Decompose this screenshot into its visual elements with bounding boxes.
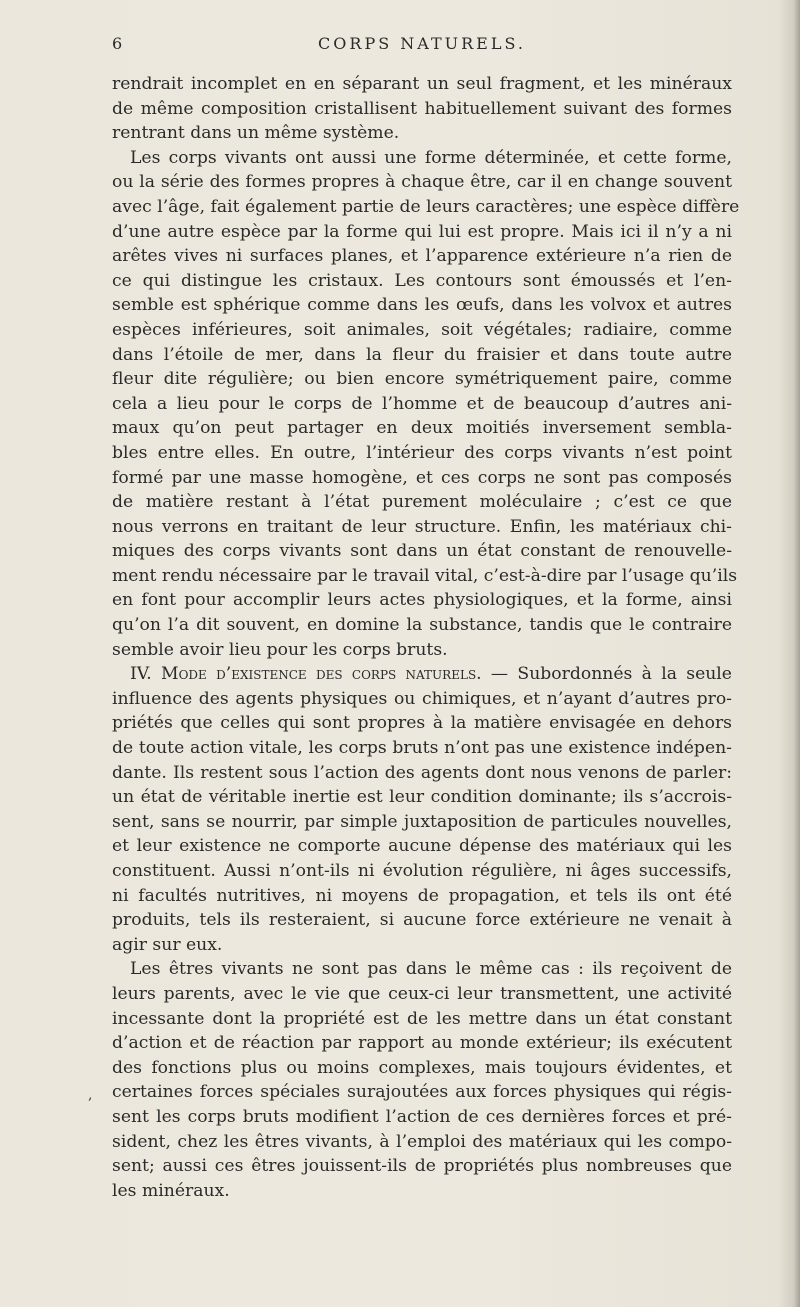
- running-title: CORPS NATURELS.: [318, 34, 526, 53]
- text-line: priétés que celles qui sont propres à la matière envisagée en dehors: [112, 713, 732, 734]
- text-line: et leur existence ne comporte aucune dépense des matériaux qui les: [112, 836, 732, 857]
- text-line: sent les corps bruts modifient l’action de ces dernières forces et pré-: [112, 1106, 732, 1127]
- text-line: formé par une masse homogène, et ces corps ne sont pas composés: [112, 467, 732, 488]
- text-line: d’action et de réaction par rapport au monde extérieur; ils exécutent: [112, 1033, 732, 1054]
- text-line: semble avoir lieu pour les corps bruts.: [112, 639, 448, 660]
- text-line: produits, tels ils resteraient, si aucune force extérieure ne venait à: [112, 910, 732, 931]
- text-line: dans l’étoile de mer, dans la fleur du fraisier et dans toute autre: [112, 344, 732, 365]
- text-line: leurs parents, avec le vie que ceux-ci leur transmettent, une activité: [112, 983, 732, 1004]
- text-line: des fonctions plus ou moins complexes, mais toujours évidentes, et: [112, 1057, 732, 1078]
- text-line: un état de véritable inertie est leur condition dominante; ils s’accrois-: [112, 787, 732, 808]
- section-heading-rest: — Subordonnés à la seule: [481, 664, 732, 685]
- page-edge-shadow: [778, 0, 800, 1307]
- text-line: ni facultés nutritives, ni moyens de propagation, et tels ils ont été: [112, 885, 732, 906]
- text-line: cela a lieu pour le corps de l’homme et de beaucoup d’autres ani-: [112, 393, 732, 414]
- text-line: avec l’âge, fait également partie de leurs caractères; une espèce diffère: [112, 196, 740, 217]
- text-line: sent, sans se nourrir, par simple juxtaposition de particules nouvelles,: [112, 811, 732, 832]
- text-line: sent; aussi ces êtres jouissent-ils de propriétés plus nombreuses que: [112, 1156, 732, 1177]
- text-line: de matière restant à l’état purement moléculaire ; c’est ce que: [112, 492, 732, 513]
- paragraph-start-line: Les corps vivants ont aussi une forme déterminée, et cette forme,: [130, 147, 732, 168]
- text-line: maux qu’on peut partager en deux moitiés inversement sembla-: [112, 418, 732, 439]
- text-line: incessante dont la propriété est de les mettre dans un état constant: [112, 1008, 732, 1029]
- text-line: miques des corps vivants sont dans un état constant de renouvelle-: [112, 541, 732, 562]
- page-number: 6: [112, 34, 124, 53]
- text-line: de toute action vitale, les corps bruts n’ont pas une existence indépen-: [112, 738, 732, 759]
- text-line: ce qui distingue les cristaux. Les contours sont émoussés et l’en-: [112, 270, 732, 291]
- text-line: influence des agents physiques ou chimiques, et n’ayant d’autres pro-: [112, 688, 732, 709]
- text-line: ou la série des formes propres à chaque être, car il en change souvent: [112, 172, 732, 193]
- paragraph-start-line: Les êtres vivants ne sont pas dans le même cas : ils reçoivent de: [130, 959, 732, 980]
- text-line: constituent. Aussi n’ont-ils ni évolution régulière, ni âges successifs,: [112, 861, 732, 881]
- text-line: semble est sphérique comme dans les œufs, dans les volvox et autres: [112, 295, 732, 316]
- running-head: [112, 34, 732, 58]
- text-line: nous verrons en traitant de leur structure. Enfin, les matériaux chi-: [112, 516, 732, 537]
- section-title: Mode d’existence des corps naturels.: [160, 664, 482, 685]
- text-body: [112, 72, 740, 1203]
- text-line: les minéraux.: [112, 1180, 230, 1201]
- margin-mark: ,: [88, 1087, 93, 1103]
- text-line: espèces inférieures, soit animales, soit végétales; radiaire, comme: [112, 319, 732, 340]
- text-line: fleur dite régulière; ou bien encore symétriquement paire, comme: [112, 369, 732, 390]
- text-line: certaines forces spéciales surajoutées aux forces physiques qui régis-: [112, 1082, 732, 1103]
- text-line: rentrant dans un même système.: [112, 123, 400, 144]
- section-number: IV.: [130, 664, 152, 685]
- text-line: de même composition cristallisent habituellement suivant des formes: [112, 98, 732, 119]
- text-line: en font pour accomplir leurs actes physiologiques, et la forme, ainsi: [112, 590, 732, 611]
- text-line: dante. Ils restent sous l’action des agents dont nous venons de parler:: [112, 762, 732, 783]
- text-line: rendrait incomplet en en séparant un seul fragment, et les minéraux: [112, 74, 732, 94]
- text-line: bles entre elles. En outre, l’intérieur des corps vivants n’est point: [112, 442, 732, 463]
- text-line: d’une autre espèce par la forme qui lui est propre. Mais ici il n’y a ni: [112, 221, 732, 242]
- text-line: ment rendu nécessaire par le travail vital, c’est-à-dire par l’usage qu’ils: [112, 565, 738, 586]
- text-line: arêtes vives ni surfaces planes, et l’apparence extérieure n’a rien de: [112, 246, 732, 267]
- section-heading-line: [112, 662, 732, 687]
- text-line: qu’on l’a dit souvent, en domine la substance, tandis que le contraire: [112, 615, 732, 636]
- text-line: agir sur eux.: [112, 934, 223, 955]
- text-line: sident, chez les êtres vivants, à l’emploi des matériaux qui les compo-: [112, 1131, 732, 1152]
